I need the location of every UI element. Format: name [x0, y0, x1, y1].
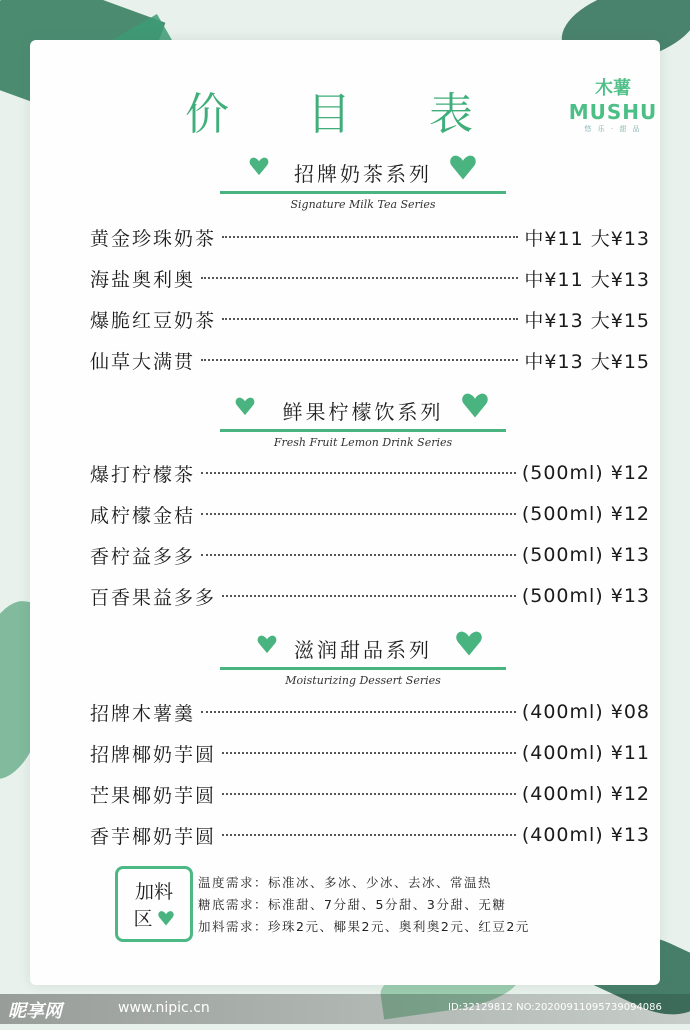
section-milk-tea: [220, 158, 506, 211]
section-subtitle: Signature Milk Tea Series: [290, 198, 436, 211]
dot-leader: [222, 318, 518, 320]
dot-leader: [222, 595, 516, 597]
item-price: (400ml) ¥11: [521, 742, 650, 764]
brand-logo: [558, 74, 668, 134]
item-name: 香芋椰奶芋圆: [90, 825, 217, 848]
item-price: (500ml) ¥13: [521, 585, 650, 607]
item-name: 爆打柠檬茶: [90, 463, 196, 486]
addon-label-2: 区: [133, 908, 153, 930]
logo-sub: 悠 乐 · 甜 品: [584, 125, 642, 133]
list-item: [90, 263, 650, 293]
item-name: 招牌木薯羹: [90, 702, 196, 725]
dot-leader: [201, 472, 516, 474]
temperature-options: 温度需求：标准冰、多冰、少冰、去冰、常温热: [198, 875, 493, 890]
section-dessert: [220, 634, 506, 687]
watermark-url: www.nipic.cn: [118, 1000, 210, 1016]
watermark-logo: 昵享网: [8, 1001, 62, 1022]
dot-leader: [222, 752, 516, 754]
dot-leader: [201, 277, 518, 279]
logo-en: MUSHU: [568, 100, 658, 124]
logo-cn: 木薯: [595, 78, 631, 99]
item-name: 香柠益多多: [90, 545, 196, 568]
list-item: [90, 820, 650, 850]
item-name: 百香果益多多: [90, 586, 217, 609]
section-title: 滋润甜品系列: [294, 638, 432, 662]
item-price: (500ml) ¥12: [521, 462, 650, 484]
item-name: 爆脆红豆奶茶: [90, 309, 217, 332]
topping-options: 加料需求：珍珠2元、椰果2元、奥利奥2元、红豆2元: [198, 919, 530, 934]
item-name: 咸柠檬金桔: [90, 504, 196, 527]
item-name: 黄金珍珠奶茶: [90, 227, 217, 250]
item-price: 中¥11 大¥13: [524, 227, 650, 250]
item-price: 中¥11 大¥13: [524, 268, 650, 291]
section-lemon: [220, 396, 506, 449]
image-id: ID:32129812 NO:20200911095739094086: [448, 1002, 662, 1013]
dot-leader: [201, 554, 516, 556]
list-item: [90, 697, 650, 727]
dot-leader: [201, 513, 516, 515]
item-name: 芒果椰奶芋圆: [90, 784, 217, 807]
item-price: (400ml) ¥13: [521, 824, 650, 846]
item-name: 海盐奥利奥: [90, 268, 196, 291]
list-item: [90, 304, 650, 334]
item-price: 中¥13 大¥15: [524, 350, 650, 373]
addon-label: 加料: [134, 881, 173, 903]
list-item: [90, 738, 650, 768]
list-item: [90, 779, 650, 809]
dot-leader: [222, 834, 516, 836]
section-title: 招牌奶茶系列: [294, 162, 432, 186]
section-divider: [220, 191, 506, 194]
addon-badge: [115, 866, 193, 942]
list-item: [90, 345, 650, 375]
heart-icon: [157, 909, 175, 927]
section-subtitle: Fresh Fruit Lemon Drink Series: [273, 436, 453, 449]
page-title: 价 目 表: [185, 89, 505, 140]
item-price: (400ml) ¥12: [521, 783, 650, 805]
section-divider: [220, 429, 506, 432]
item-name: 招牌椰奶芋圆: [90, 743, 217, 766]
list-item: [90, 499, 650, 529]
sugar-options: 糖底需求：标准甜、7分甜、5分甜、3分甜、无糖: [198, 897, 507, 912]
watermark-bar: [0, 994, 690, 1024]
list-item: [90, 222, 650, 252]
addon-options: [198, 872, 530, 938]
item-price: (400ml) ¥08: [521, 701, 650, 723]
section-subtitle: Moisturizing Dessert Series: [285, 674, 441, 687]
dot-leader: [222, 236, 518, 238]
item-price: (500ml) ¥13: [521, 544, 650, 566]
dot-leader: [201, 359, 518, 361]
item-price: (500ml) ¥12: [521, 503, 650, 525]
section-title: 鲜果柠檬饮系列: [282, 400, 444, 424]
section-divider: [220, 667, 506, 670]
item-price: 中¥13 大¥15: [524, 309, 650, 332]
dot-leader: [201, 711, 516, 713]
list-item: [90, 458, 650, 488]
list-item: [90, 581, 650, 611]
dot-leader: [222, 793, 516, 795]
list-item: [90, 540, 650, 570]
item-name: 仙草大满贯: [90, 350, 196, 373]
